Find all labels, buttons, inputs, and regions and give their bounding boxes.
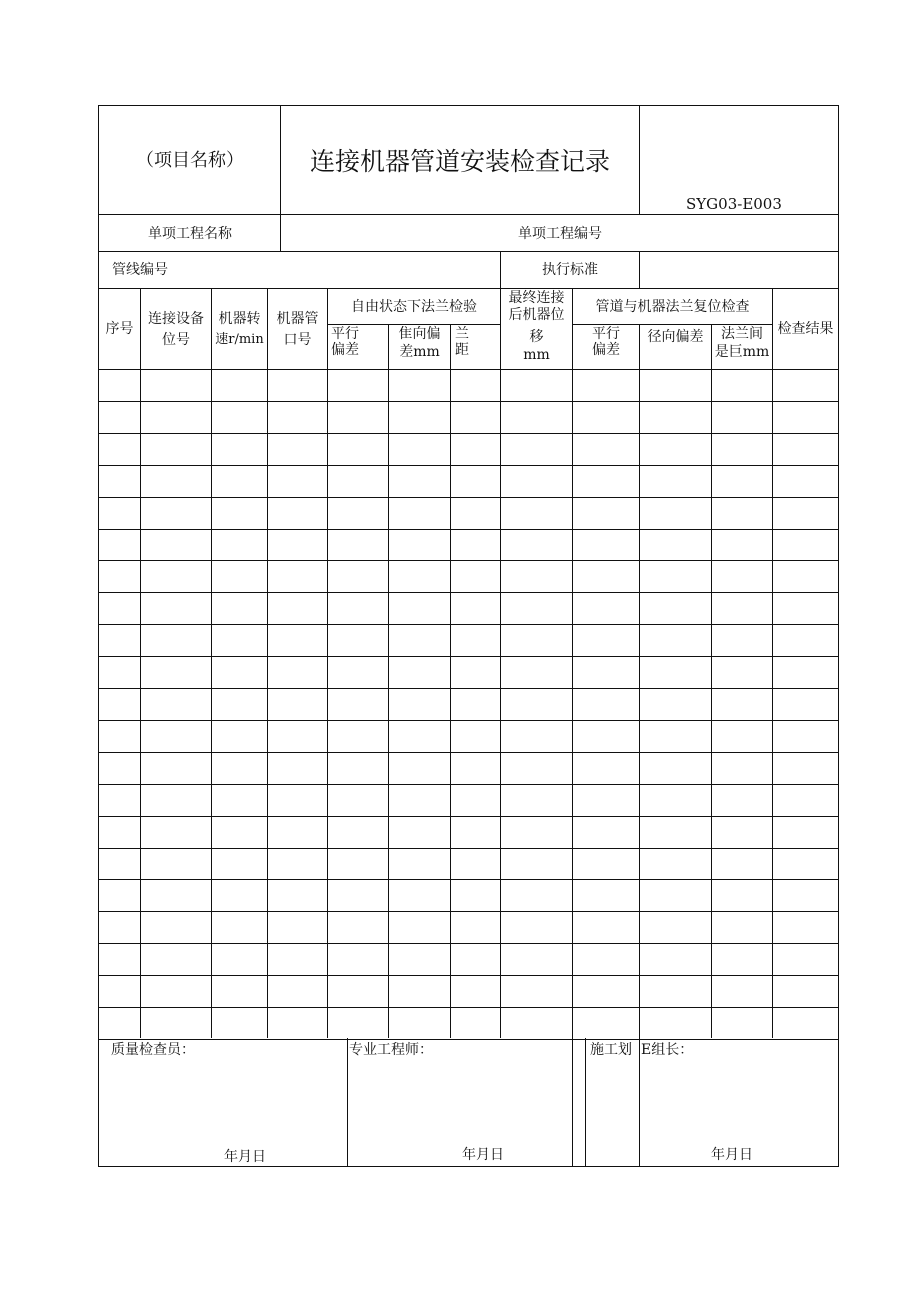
reset-gap-header-l1: 法兰间 (721, 326, 763, 342)
displacement-header-l1: 最终连接 (508, 290, 565, 306)
table-row-line (98, 688, 839, 689)
header-divider-1 (280, 105, 281, 252)
col-line-result (772, 288, 773, 1038)
standard-label: 执行标准 (542, 262, 598, 278)
border-bottom (98, 1166, 839, 1167)
free-gap-header-l2: 距 (455, 342, 469, 358)
header-bottom-line (98, 214, 839, 215)
sign-divider-1 (347, 1038, 348, 1167)
table-row-line (98, 656, 839, 657)
col-port-header-l1: 机器管 (276, 311, 319, 327)
col-line-speed (211, 288, 212, 1038)
col-line-free-gap (450, 324, 451, 1038)
date-construction: 年月日 (711, 1147, 753, 1163)
col-line-free (327, 288, 328, 1038)
sub-project-name-label: 单项工程名称 (148, 226, 232, 242)
table-row-line (98, 465, 839, 466)
table-row-line (98, 816, 839, 817)
free-angular-header-l1: 隹向偏 (398, 326, 441, 342)
engineer-label: 专业工程师： (349, 1042, 433, 1058)
col-speed-header-l2: 速r/min (215, 332, 264, 347)
construction-label-a: 施工划 (590, 1042, 632, 1058)
info-row2-bottom-line (98, 288, 839, 289)
free-parallel-header-l2: 偏差 (331, 342, 359, 358)
info-row1-bottom-line (98, 251, 839, 252)
free-gap-header-l1: 兰 (455, 326, 469, 342)
col-speed-header-l1: 机器转 (218, 311, 261, 327)
displacement-header-l3: 移 (529, 329, 544, 345)
project-name: （项目名称） (136, 150, 244, 171)
pipeline-no-label: 管线编号 (112, 262, 168, 278)
col-line-reset-gap (711, 324, 712, 1038)
table-row-line (98, 1007, 839, 1008)
sign-divider-2 (585, 1038, 586, 1167)
table-row-line (98, 879, 839, 880)
displacement-header-l2: 后机器位 (508, 307, 565, 323)
form-code: SYG03-E003 (686, 195, 782, 213)
date-engineer: 年月日 (462, 1147, 504, 1163)
table-row-line (98, 497, 839, 498)
table-row-line (98, 592, 839, 593)
table-row-line (98, 975, 839, 976)
border-right (838, 105, 839, 1167)
construction-label-b: E组长： (641, 1042, 694, 1058)
table-row-line (98, 624, 839, 625)
page-title: 连接机器管道安装检查记录 (309, 147, 610, 176)
col-port-header-l2: 口号 (283, 332, 312, 348)
col-line-disp (500, 288, 501, 1038)
table-row-line (98, 529, 839, 530)
free-angular-header-l2: 差mm (399, 344, 440, 360)
table-row-line (98, 848, 839, 849)
col-line-free-angular (388, 324, 389, 1038)
table-row-line (98, 560, 839, 561)
free-parallel-header-l1: 平行 (331, 326, 359, 342)
table-row-line (98, 943, 839, 944)
col-device-header-l2: 位号 (162, 332, 190, 348)
table-row-line (98, 911, 839, 912)
inspector-label: 质量检查员： (111, 1042, 195, 1058)
col-line-reset-radial (639, 324, 640, 1166)
col-line-device (140, 288, 141, 1038)
col-line-reset (572, 288, 573, 1166)
result-header: 检查结果 (777, 321, 834, 337)
reset-radial-header: 径向偏差 (647, 329, 704, 345)
table-row-line (98, 433, 839, 434)
border-left (98, 105, 99, 1167)
reset-parallel-header-l2: 偏差 (592, 342, 620, 358)
column-header-bottom-line (98, 369, 839, 370)
table-row-line (98, 720, 839, 721)
table-row-line (98, 784, 839, 785)
header-divider-2 (639, 105, 640, 215)
table-row-line (98, 752, 839, 753)
col-seq-header: 序号 (105, 321, 134, 337)
sub-project-no-label: 单项工程编号 (518, 226, 602, 242)
reset-group-header: 管道与机器法兰复位检查 (595, 299, 750, 315)
border-top (98, 105, 839, 106)
reset-parallel-header-l1: 平行 (592, 326, 620, 342)
table-body-bottom-line (98, 1039, 839, 1040)
reset-gap-header-l2: 是巨mm (714, 344, 770, 360)
table-row-line (98, 401, 839, 402)
col-device-header-l1: 连接设备 (148, 311, 204, 327)
col-line-port (267, 288, 268, 1038)
free-state-group-header: 自由状态下法兰检验 (351, 299, 477, 315)
date-inspector: 年月日 (224, 1149, 266, 1165)
displacement-header-l4: mm (523, 347, 550, 363)
